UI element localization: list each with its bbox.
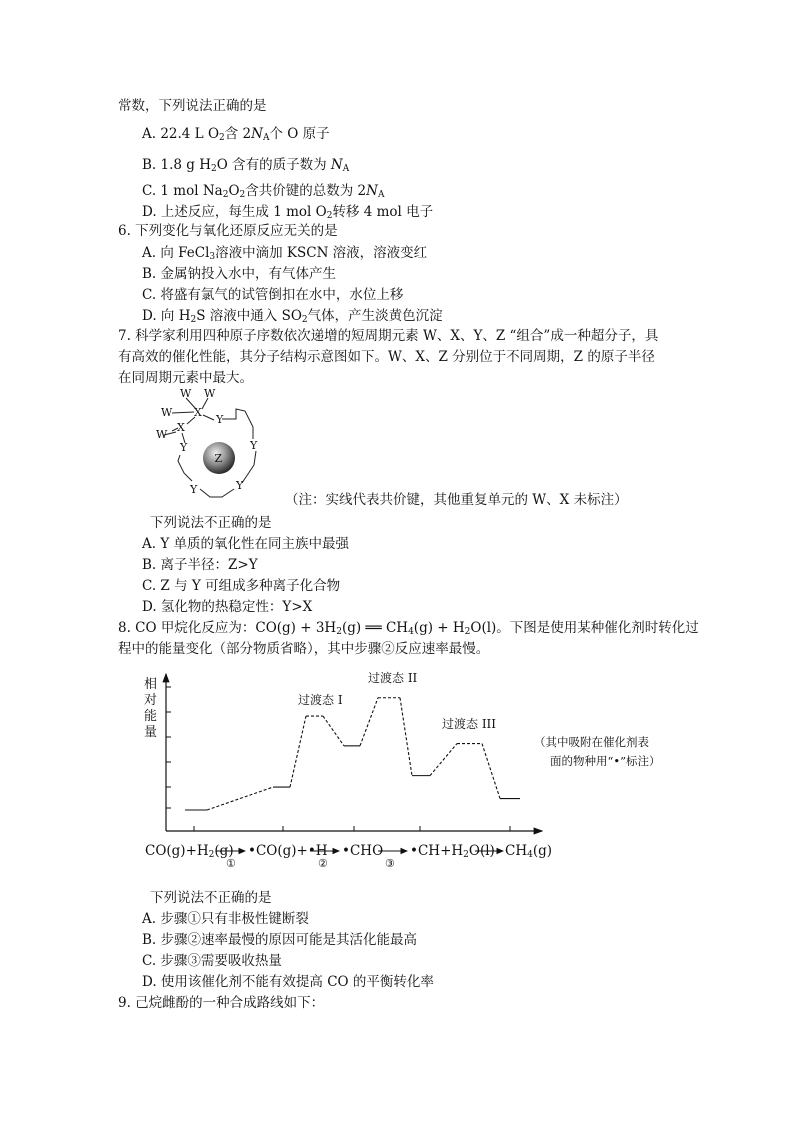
atom-z: Z	[214, 452, 223, 465]
atom-w: W	[156, 428, 168, 441]
connector-line	[207, 787, 273, 810]
atom-w: W	[161, 406, 173, 419]
species-5: $CH_4(g)$	[505, 843, 553, 860]
species-2: •CO(g)+•H	[248, 843, 328, 859]
connector-line	[290, 716, 306, 787]
y-axis-ticks	[166, 687, 171, 808]
connector-line	[323, 716, 344, 746]
q5-option-a: A. 22.4 L $O_2$含 $2N_A$个 O 原子	[142, 126, 330, 143]
connector-line	[360, 698, 378, 746]
atom-x: X	[177, 421, 185, 434]
q7-option-b: B. 离子半径：Z>Y	[142, 557, 258, 573]
q5-option-d: D. 上述反应，每生成 1 mol $O_2$转移 4 mol 电子	[142, 204, 434, 221]
step-3-label: ③	[385, 857, 395, 870]
y-axis-label	[144, 676, 157, 740]
q7-stem-line3: 在同周期元素中最大。	[118, 370, 253, 386]
atom-y: Y	[216, 413, 224, 426]
supramolecule-diagram	[150, 385, 285, 510]
species-4: $•CH+H_2O(l)$	[410, 843, 495, 860]
step-2-label: ②	[318, 857, 328, 870]
energy-curve	[185, 698, 520, 810]
q8-stem-line1: 8. CO 甲烷化反应为：$CO(g) + 3H_2(g)$ ══ $CH_4(g) + H_2O(l)$。下图是使用某种催化剂时转化过	[118, 620, 699, 637]
q7-note: （注：实线代表共价键，其他重复单元的 W、X 未标注）	[285, 492, 628, 508]
q8-stem-line2: 程中的能量变化（部分物质省略），其中步骤②反应速率最慢。	[118, 641, 490, 657]
atom-y: Y	[236, 479, 244, 492]
q9-stem: 9. 己烷雌酚的一种合成路线如下：	[118, 995, 325, 1011]
side-note-line2: 面的物种用“•”标注）	[550, 754, 661, 768]
q8-option-c: C. 步骤③需要吸收热量	[142, 953, 282, 969]
atom-x: X	[194, 406, 202, 419]
atom-w: W	[204, 387, 216, 400]
atom-y: Y	[180, 441, 188, 454]
q7-option-d: D. 氢化物的热稳定性：Y>X	[142, 599, 313, 615]
ts3-label: 过渡态 III	[442, 717, 497, 731]
species-3: •CHO	[342, 843, 384, 859]
svg-text:相: 相	[144, 677, 158, 692]
q5-option-b: B. 1.8 g $H_2O$ 含有的质子数为 $N_A$	[142, 157, 350, 174]
atom-y: Y	[250, 439, 258, 452]
connector-line	[430, 744, 457, 776]
q7-option-c: C. Z 与 Y 可组成多种离子化合物	[142, 578, 341, 594]
side-note-line1: （其中吸附在催化剂表	[534, 735, 649, 749]
q6-option-a: A. 向 FeCl$_3$溶液中滴加 KSCN 溶液，溶液变红	[142, 245, 428, 262]
q7-stem-line1: 7. 科学家利用四种原子序数依次递增的短周期元素 W、X、Y、Z “组合”成一种超分子，具	[118, 328, 659, 344]
atom-y: Y	[190, 483, 198, 496]
ts1-label: 过渡态 I	[298, 693, 343, 707]
svg-text:能: 能	[144, 709, 158, 724]
q7-option-a: A. Y 单质的氧化性在同主族中最强	[142, 536, 350, 552]
q6-option-c: C. 将盛有氯气的试管倒扣在水中，水位上移	[142, 287, 404, 303]
q6-option-b: B. 金属钠投入水中，有气体产生	[142, 266, 337, 282]
q6-option-d: D. 向 $H_2S$ 溶液中通入 $SO_2$气体，产生淡黄色沉淀	[142, 308, 443, 325]
atom-w: W	[180, 387, 192, 400]
q7-prompt: 下列说法不正确的是	[150, 515, 272, 531]
q6-stem: 6. 下列变化与氧化还原反应无关的是	[118, 223, 338, 239]
x-axis-ticks	[194, 826, 510, 831]
q8-option-b: B. 步骤②速率最慢的原因可能是其活化能最高	[142, 932, 418, 948]
svg-text:对: 对	[144, 693, 158, 708]
ts2-label: 过渡态 II	[368, 671, 418, 685]
step-1-label: ①	[226, 857, 236, 870]
svg-text:量: 量	[144, 725, 158, 740]
connector-line	[400, 698, 412, 776]
connector-line	[482, 744, 500, 799]
q7-stem-line2: 有高效的催化性能，其分子结构示意图如下。W、X、Z 分别位于不同周期，Z 的原子半径	[118, 349, 655, 365]
atom-labels	[156, 387, 258, 496]
q8-option-d: D. 使用该催化剂不能有效提高 CO 的平衡转化率	[142, 974, 434, 990]
q8-option-a: A. 步骤①只有非极性键断裂	[142, 911, 309, 927]
q8-prompt: 下列说法不正确的是	[150, 890, 272, 906]
reaction-arrows	[0, 842, 794, 872]
species-1: $CO(g)+H_2(g)$	[145, 843, 234, 860]
q5-option-c: C. 1 mol $Na_2O_2$含共价键的总数为 $2N_A$	[142, 183, 385, 200]
reaction-path-labels	[0, 842, 794, 872]
intro-line: 常数，下列说法正确的是	[118, 98, 267, 114]
